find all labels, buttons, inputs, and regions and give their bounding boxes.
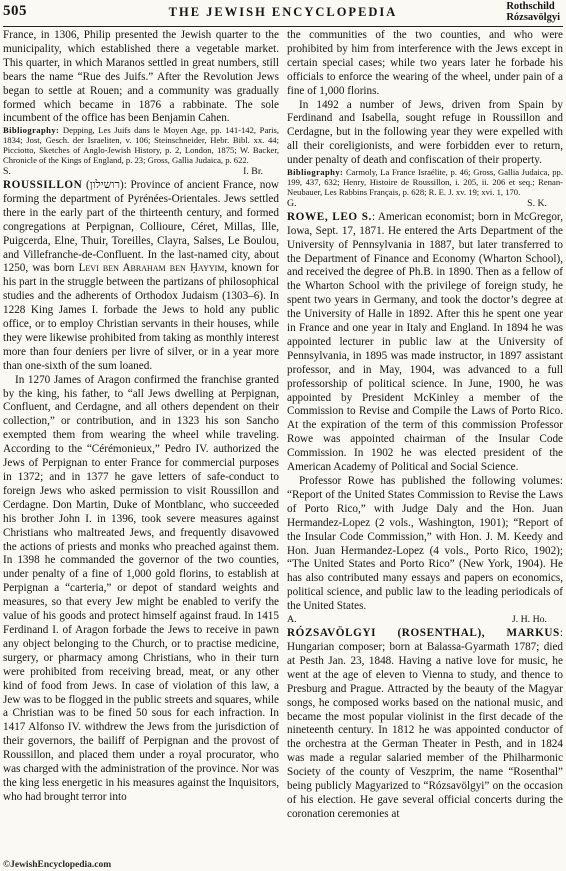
running-head-first: Rothschild [506,1,555,12]
signature-right: I. Br. [243,165,263,177]
rowe-text: : American economist; born in McGregor, Iowa, Sept. 17, 1871. He entered the Arts Department of the University of Pennsylvania in 1887, but later transferred to the Department of Finance and Economy (Wharton School), and received the degree of Ph.B. in 1890. Then as a fellow of the Wharton School with the privilege of foreign study, he spent two years in Germany, and took the doctor’s degree at the University of Halle in 1892. After this he spent one year in France and one year in Italy and England. In 1894 he was appointed lecturer in public law at the University of Pennsylvania, in 1895 was made instructor, in 1897 assistant professor, and in May, 1904, was advanced to a full professorship of political science. In June, 1900, he was appointed by President McKinley a member of the Commission to Revise and Compile the Laws of Porto Rico. At the expiration of the term of this commission Professor Rowe was appointed chairman of the Insular Code Commission. In 1902 he was elected president of the American Academy of Political and Social Science. [287,210,563,474]
headword-rowe: ROWE, LEO S. [287,210,372,223]
right-column [287,29,563,822]
page-header [0,0,566,27]
bibliography-text: Depping, Les Juifs dans le Moyen Age, pp. 141-142, Paris, 1834; Jost, Gesch. der Israeliten, v. 106; Steinschneider, Hebr. Bibl. xx. 44; Picciotto, Sketches of Anglo-Jewish History, p. 2, London, 1875; W. Backer, Chronicle of the Kings of England, p. 23; Gross, Gallia Judaica, p. 622. [3,125,279,166]
signature-right: S. K. [527,197,547,209]
encyclopedia-title: THE JEWISH ENCYCLOPEDIA [168,5,398,19]
signature-left: S. [3,165,11,177]
signature-left: A. [287,614,297,626]
roussillon-paragraph-3: In 1492 a number of Jews, driven from Spain by Ferdinand and Isabella, sought refuge in Roussillon and Cerdagne, but in the following year they were expelled with all their coreligionists, and were forbidden ever to return, under penalty of death and confiscation of their property. [287,98,563,167]
headword-rozsavolgyi: RÓZSAVÖLGYI (ROSENTHAL), MARKUS [287,627,560,640]
signature-right: J. H. Ho. [511,614,547,626]
headword-roussillon: ROUSSILLON [3,178,83,191]
roussillon-text: : Province of ancient France, now forming the department of Pyrénées-Orientales. Jews settled there in the early part of the thirteenth century, and formed congregations at Perpignan, Collioure, Céret, Millas, Ille, Puigcerda, Elne, Thuir, Toreilles, Clayra, Salses, Le Boulou, and Villefranche-de-Confluent. In the last-named city, about 1250, was born [3,178,280,275]
left-column [3,29,279,805]
bibliography-text: Carmoly, La France Israélite, p. 46; Gross, Gallia Judaica, pp. 199, 437, 632; Henry, Histoire de Roussillon, i. 205, ii. 206 et seq.; Renan-Neubauer, Les Rabbins Français, p. 628; R. E. J. xv. 19; xvi. 1, 170. [287,167,563,197]
roussillon-continuation: the communities of the two counties, and who were prohibited by him from interference with the Jews except in certain special cases; while two years later he forbade his officials to enforce the wearing of the wheel, under pain of a fine of 1,000 florins. [287,29,563,97]
roussillon-text-cont: , known for his part in the struggle between the partizans of philosophical studies and the adherents of Orthodox Judaism (1303–6). In 1228 King James I. forbade the Jews to hold any public office, or to employ Christian servants in their houses, while they were likewise prohibited from taking as monthly interest more than four deniers per livre of silver, or in a year more than one-sixth of the sum loaned. [3,262,280,372]
rozsavolgyi-article [287,627,563,822]
rowe-paragraph-2: Professor Rowe has published the following volumes: “Report of the United States Commission to Revise the Laws of Porto Rico,” with Judge Daly and the Hon. Juan Hermandez-Lopez (2 vols., Washington, 1901); “Report of the Insular Code Commission,” with Hon. J. M. Keedy and Hon. Juan Hermandez-Lopez (4 vols., Porto Rico, 1902); “The United States and Porto Rico” (New York, 1904). He has also contributed many essays and papers on economics, political science, and public law to the leading periodicals of the United States. [287,475,563,613]
header-rule [3,26,563,27]
cross-reference-levi: Levi ben Abraham ben Ḥayyim [78,262,225,275]
signature-left: G. [287,197,297,209]
roussillon-paragraph-2: In 1270 James of Aragon confirmed the franchise granted by the king, his father, to “all Jews dwelling at Perpignan, Confluent, and Cerdagne, and all others dependent on their collection,” or contribution, and in 1323 his son Sancho exempted them from wearing the wheel while traveling. According to the “Cérémonieux,” Pedro IV. authorized the Jews of Perpignan to enter France for commercial purposes in 1372; and in 1377 he gave letters of safe-conduct to foreign Jews who asked permission to visit Roussillon and Cerdagne. Don Martin, Duke of Montblanc, who succeeded his brother John I. in 1396, took severe measures against Christians who maltreated Jews, and frequently disavowed the actions of priests and monks who preached against them. In 1398 he commanded the governor of the two counties, under penalty of a fine of 1,000 gold florins, to establish at Perpignan a “carteria,” or depot of standard weights and measures, so that every Jew might be enabled to verify the value of his goods and protect himself against fraud. In 1415 Ferdinand I. of Aragon forbade the Jews to receive in pawn any object belonging to the Church, or to practise medicine, surgery, or pharmacy among Christians, who in their turn were prohibited from receiving bread, meat, or any other kind of food from Jews. In case of violation of this law, a Jew was to be flogged in the public streets and squares, while a Christian was to be fined 50 sous for each infraction. In 1417 Alfonso IV. withdrew the Jews from the jurisdiction of their governors, the bailiff of Perpignan and the provost of Roussillon, and placed them under a royal procurator, who was charged with the administration of the province. Nor was the king less energetic in his measures against the Inquisitors, who had brought terror into [3,373,279,803]
signature-line-rowe [287,614,563,626]
watermark: ©JewishEncyclopedia.com [3,860,112,870]
bibliography-label: Bibliography: [287,167,344,178]
page-number: 505 [3,3,27,19]
running-head [506,1,560,23]
roussillon-article [3,179,279,374]
bibliography-rouen [3,126,279,166]
hebrew-name: (רושילון) [86,178,124,191]
bibliography-label: Bibliography: [3,125,60,136]
rouen-paragraph-end: France, in 1306, Philip presented the Jewish quarter to the municipality, which established there a vegetable market. This quarter, in which Maranos settled in great numbers, still bears the name “Rue des Juifs.” After the Revolution Jews began to settle at Rouen; and a community was gradually formed which became in 1876 a rabbinate. The sole incumbent of the office has been Benjamin Cahen. [3,29,279,125]
rowe-article [287,211,563,475]
bibliography-roussillon [287,168,563,198]
signature-line-roussillon [287,198,563,210]
rozsavolgyi-text: : Hungarian composer; born at Balassa-Gyarmath 1787; died at Pesth Jan. 23, 1848. Having a native love for music, he went at the age of eleven to Vienna to study, and thence to Presburg and Prague. Attracted by the beauty of the Magyar songs, he composed works based on the national music, and became the most popular violinist in the first decade of the nineteenth century. In 1812 he was appointed conductor of the orchestra at the German Theater in Pesth, and in 1824 was made a regular salaried member of the Philharmonic Society of the county of Veszprim, the name “Rosenthal” being publicly Magyarized to “Rózsavölgyi” on the occasion of his election. He gave several official concerts during the coronation ceremonies at [287,627,563,820]
running-head-last: Rózsavölgyi [506,12,560,23]
signature-line-rouen [3,166,279,178]
